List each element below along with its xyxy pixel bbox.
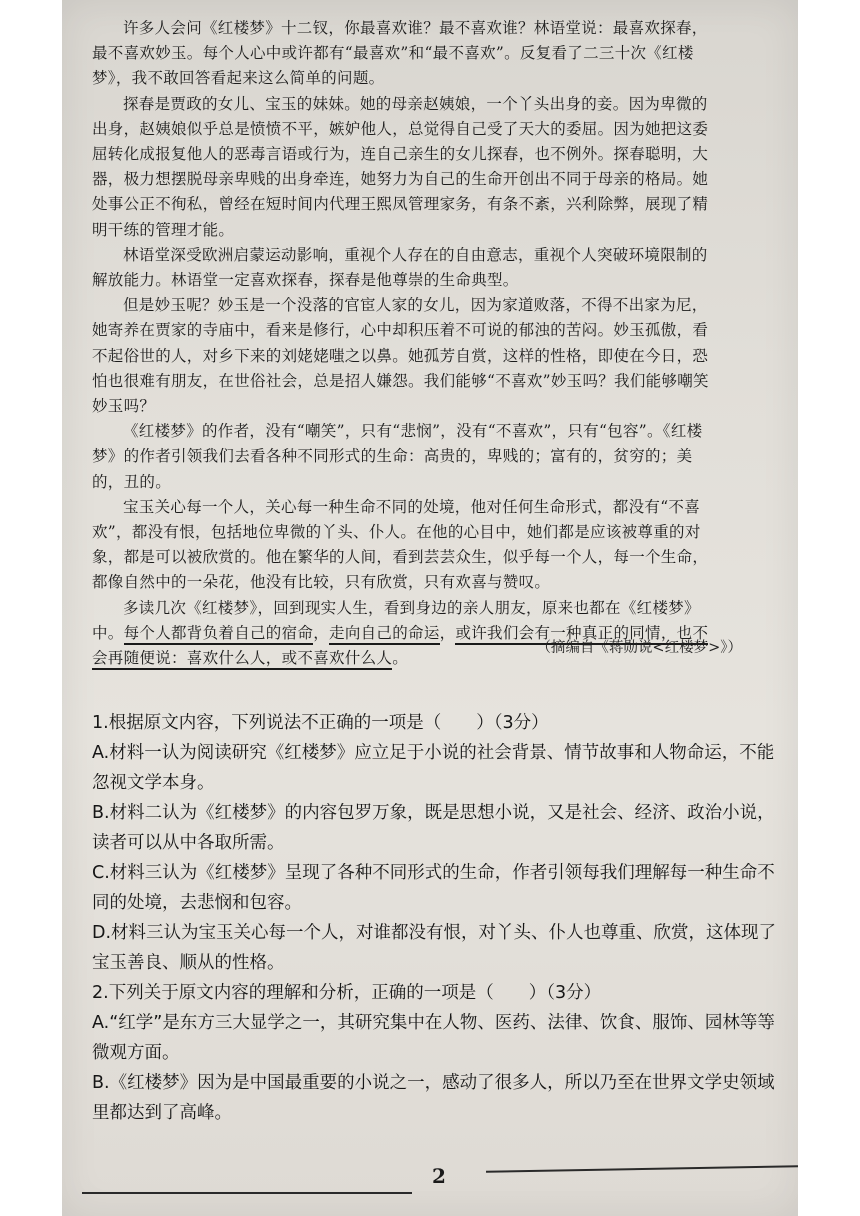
passage-paragraph-6: 宝玉关心每一个人，关心每一种生命不同的处境，他对任何生命形式，都没有“不喜欢”，都没有恨，包括地位卑微的丫头、仆人。在他的心目中，她们都是应该被尊重的对象，都是可以被欣赏的。他在繁华的人间，看到芸芸众生，似乎每一个人，每一个生命，都像自然中的一朵花，他没有比较，只有欣赏，只有欢喜与赞叹。: [92, 497, 709, 592]
reading-passage: [92, 16, 720, 671]
question-1-option-c: C.材料三认为《红楼梦》呈现了各种不同形式的生命，作者引领每我们理解每一种生命不同的处境，去悲悯和包容。: [92, 863, 775, 913]
passage-paragraph-4: 但是妙玉呢？妙玉是一个没落的官宦人家的女儿，因为家道败落，不得不出家为尼，她寄养在贾家的寺庙中，看来是修行，心中却积压着不可说的郁浊的苦闷。妙玉孤傲，看不起俗世的人，对乡下来的刘姥姥嗤之以鼻。她孤芳自赏，这样的性格，即使在今日，恐怕也很难有朋友，在世俗社会，总是招人嫌怨。我们能够“不喜欢”妙玉吗？我们能够嘲笑妙玉吗？: [92, 296, 709, 416]
paragraph-end: 。: [392, 649, 409, 668]
question-2-option-b: B.《红楼梦》因为是中国最重要的小说之一，感动了很多人，所以乃至在世界文学史领域里都达到了高峰。: [92, 1073, 775, 1123]
question-1-option-b: B.材料二认为《红楼梦》的内容包罗万象，既是思想小说，又是社会、经济、政治小说，读者可以从中各取所需。: [92, 803, 775, 853]
paragraph-lead: 多读几次《红楼梦》，回到现实人生，看到身边的亲人朋友，原来也都在《红楼梦》中。: [92, 598, 700, 642]
question-1-option-a: A.材料一认为阅读研究《红楼梦》应立足于小说的社会背景、情节故事和人物命运，不能忽视文学本身。: [92, 743, 775, 793]
handwritten-underline-1: 每个人都背负着自己的宿命: [124, 624, 314, 645]
question-2-stem: 2.下列关于原文内容的理解和分析，正确的一项是（ ）（3分）: [92, 983, 602, 1003]
separator-1: ，: [313, 623, 330, 642]
page-number: 2: [432, 1164, 446, 1188]
separator-2: ，: [439, 623, 456, 642]
passage-paragraph-1: 许多人会问《红楼梦》十二钗，你最喜欢谁？最不喜欢谁？林语堂说：最喜欢探春，最不喜欢妙玉。每个人心中或许都有“最喜欢”和“最不喜欢”。反复看了二三十次《红楼梦》，我不敢回答看起来这么简单的问题。: [92, 19, 708, 88]
passage-paragraph-2: 探春是贾政的女儿、宝玉的妹妹。她的母亲赵姨娘，一个丫头出身的妾。因为卑微的出身，赵姨娘似乎总是愤愤不平，嫉妒他人，总觉得自己受了天大的委屈。因为她把这委屈转化成报复他人的恶毒言语或行为，连自己亲生的女儿探春，也不例外。探春聪明，大器，极力想摆脱母亲卑贱的出身牵连，她努力为自己的生命开创出不同于母亲的格局。她处事公正不徇私，曾经在短时间内代理王熙凤管理家务，有条不紊，兴利除弊，展现了精明干练的管理才能。: [92, 94, 709, 239]
handwritten-underline-2: 走向自己的命运: [329, 624, 440, 645]
handwritten-underline-3: 或许我们会有一种真正的同情，也不会再随便说：喜欢什么人，或不喜欢什么人: [92, 624, 708, 670]
question-section: [92, 708, 782, 1128]
question-2-option-a: A.“红学”是东方三大显学之一，其研究集中在人物、医药、法律、饮食、服饰、园林等等微观方面。: [92, 1013, 775, 1063]
source-citation: （摘编自《蒋勋说<红楼梦>》）: [536, 640, 742, 656]
passage-paragraph-7: [92, 596, 720, 672]
question-1-stem: 1.根据原文内容，下列说法不正确的一项是（ ）（3分）: [92, 713, 549, 733]
footer-rule-left: [82, 1192, 412, 1194]
passage-paragraph-3: 林语堂深受欧洲启蒙运动影响，重视个人存在的自由意志，重视个人突破环境限制的解放能力。林语堂一定喜欢探春，探春是他尊崇的生命典型。: [92, 245, 708, 290]
passage-paragraph-5: 《红楼梦》的作者，没有“嘲笑”，只有“悲悯”，没有“不喜欢”，只有“包容”。《红楼梦》的作者引领我们去看各种不同形式的生命：高贵的，卑贱的；富有的，贫穷的；美的，丑的。: [92, 422, 703, 491]
question-1-option-d: D.材料三认为宝玉关心每一个人，对谁都没有恨，对丫头、仆人也尊重、欣赏，这体现了宝玉善良、顺从的性格。: [92, 923, 777, 973]
